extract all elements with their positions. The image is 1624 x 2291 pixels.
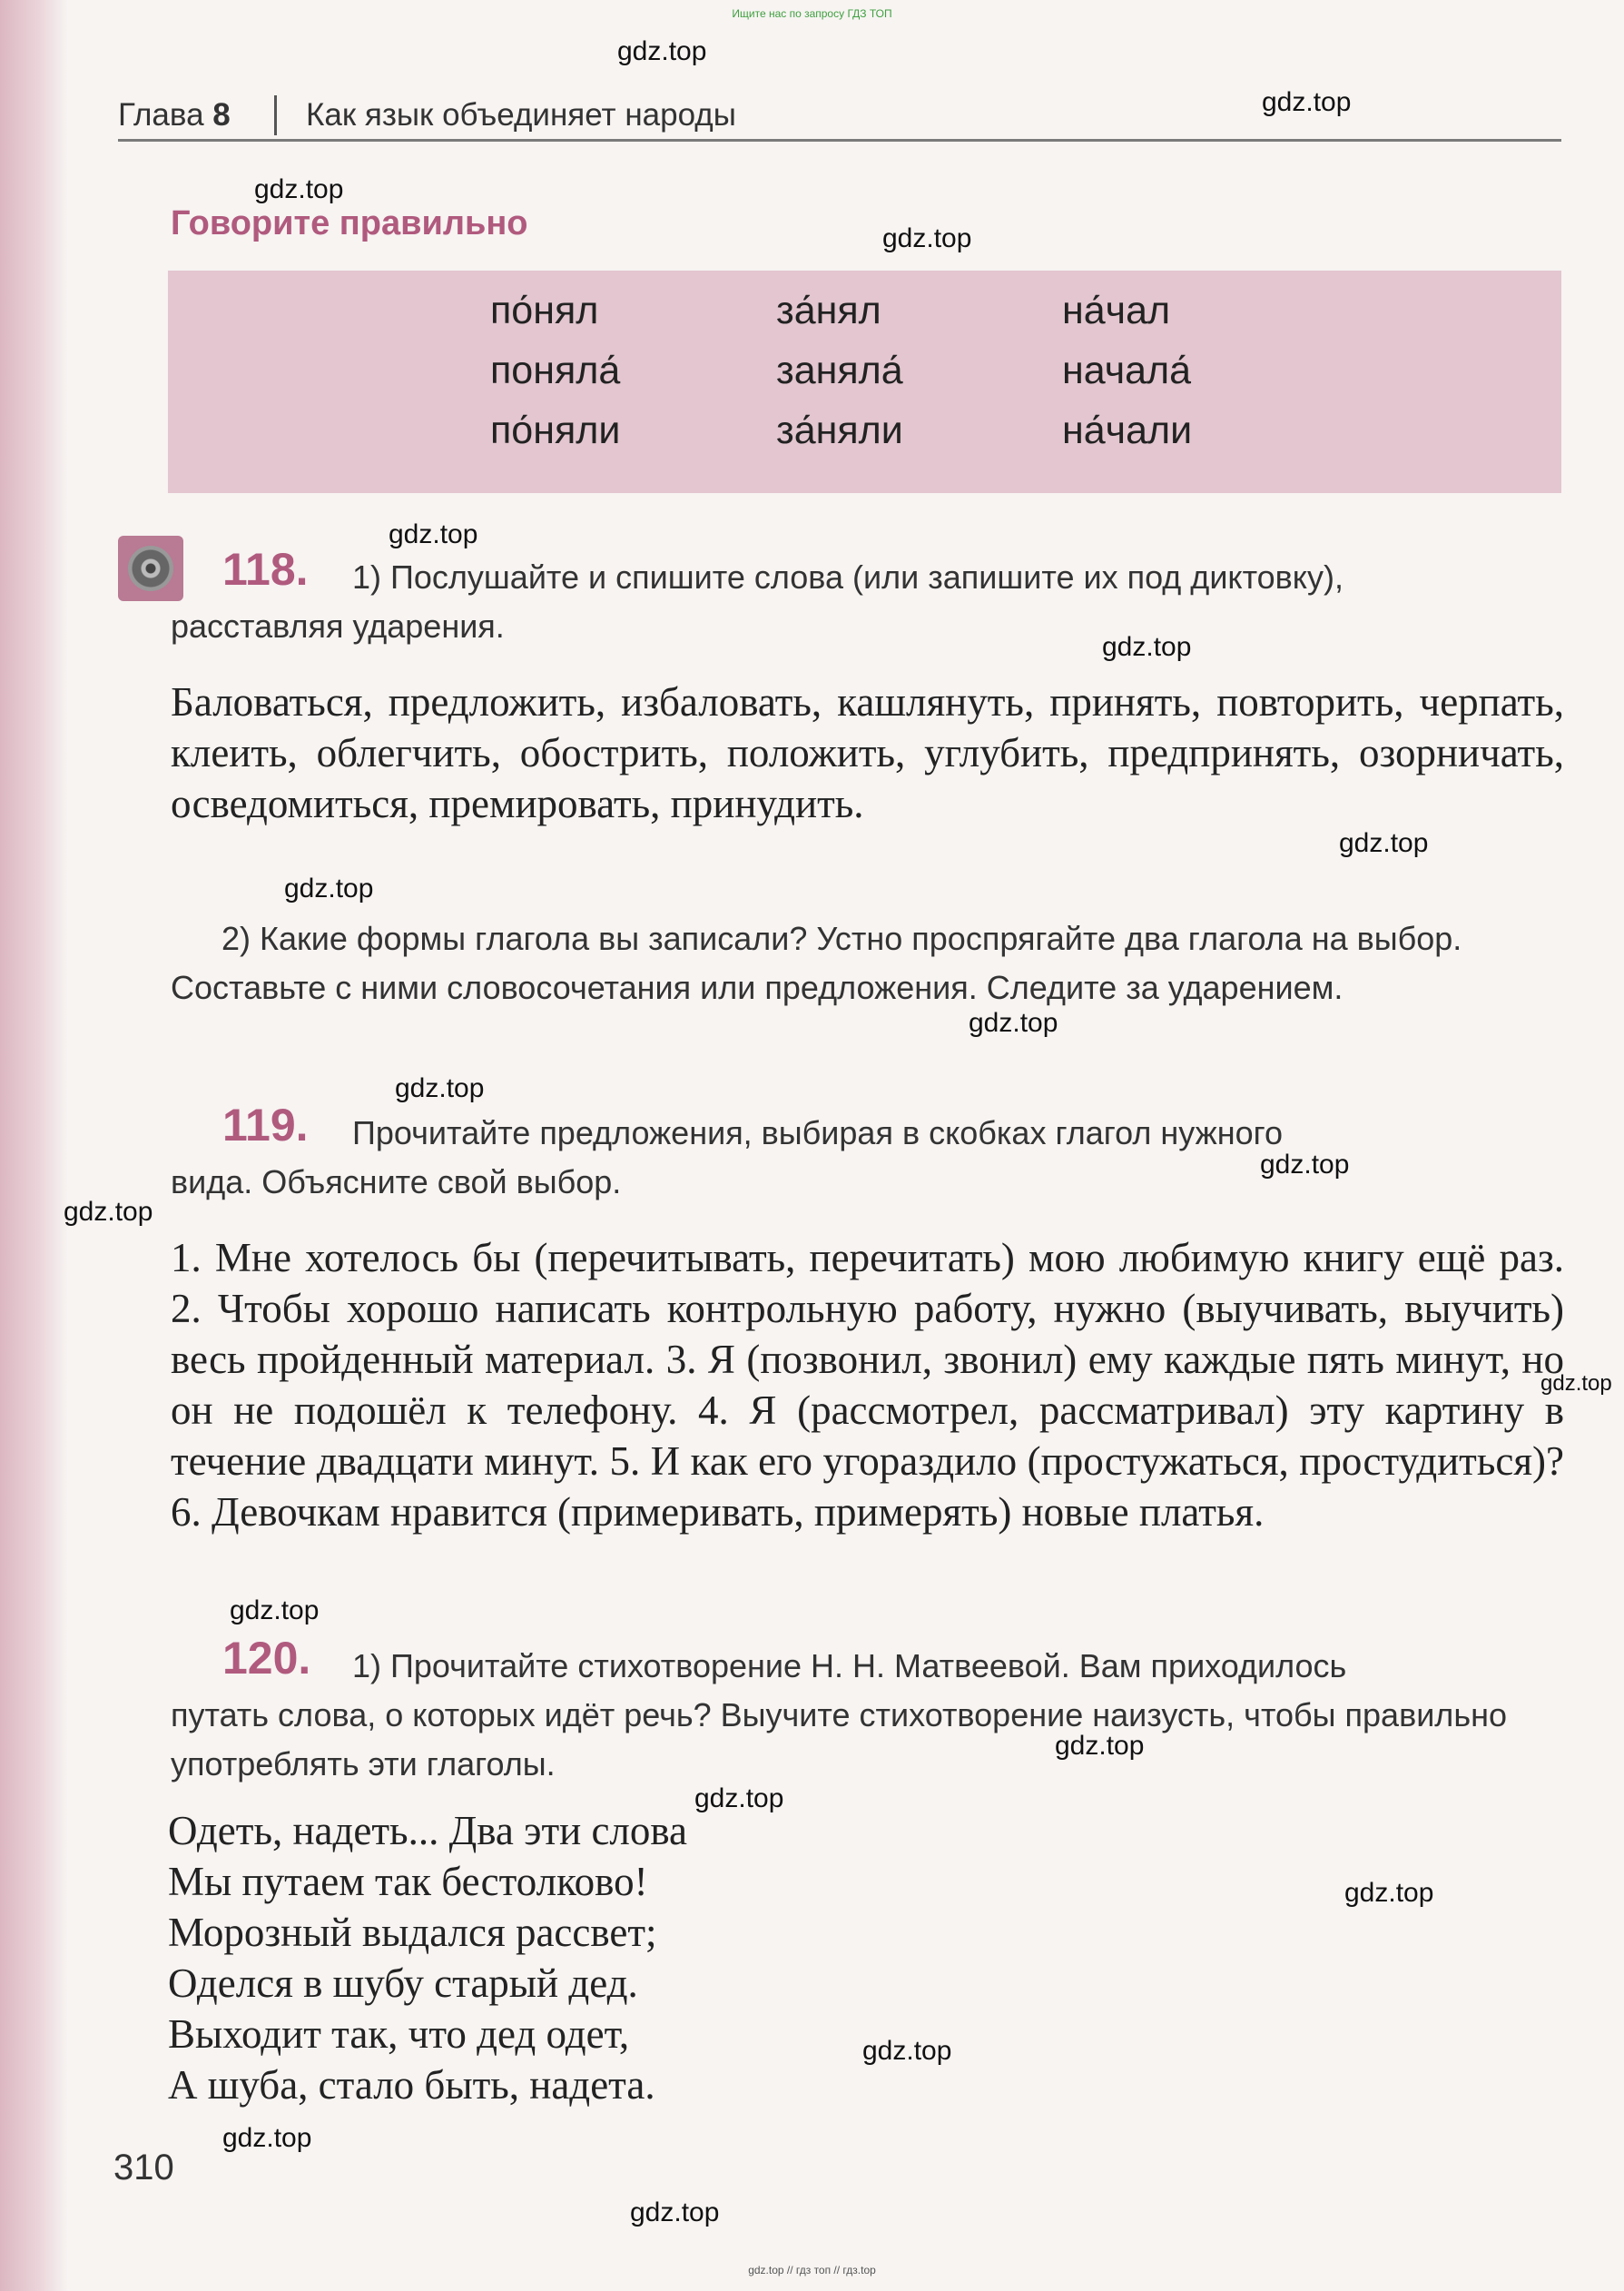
watermark: gdz.top: [862, 2036, 952, 2066]
watermark: gdz.top: [230, 1595, 320, 1625]
poem-line: Морозный выдался рассвет;: [168, 1910, 657, 1955]
pronunciation-word: по́няли: [490, 409, 621, 452]
watermark: gdz.top: [882, 223, 972, 253]
exercise-119-task-cont: вида. Объясните свой выбор.: [171, 1163, 622, 1200]
pronunciation-word: за́нял: [776, 289, 881, 332]
watermark: gdz.top: [630, 2197, 720, 2227]
top-note: Ищите нас по запросу ГДЗ ТОП: [732, 7, 892, 20]
watermark: gdz.top: [1262, 87, 1352, 117]
chapter-number: 8: [212, 97, 231, 133]
exercise-119-text: 1. Мне хотелось бы (перечитывать, перечитать) мою любимую книгу ещё раз. 2. Чтобы хорошо написать контрольную работу, нужно (выучивать, выучить) весь пройденный материал. 3. Я (позвонил, звонил) ему каждые пять минут, но он не подошёл к телефону. 4. Я (рассмотрел, рассматривал) эту картину в течение двадцати минут. 5. И как его угораздило (простужаться, простудиться)? 6. Девочкам нравится (примеривать, примерять) новые платья.: [171, 1235, 1564, 1535]
watermark: gdz.top: [694, 1783, 784, 1813]
poem-line: Выходит так, что дед одет,: [168, 2011, 630, 2057]
poem-line: Мы путаем так бестолково!: [168, 1859, 648, 1904]
watermark: gdz.top: [389, 519, 478, 549]
pronunciation-word: заняла́: [776, 349, 903, 392]
exercise-120-task-cont: путать слова, о которых идёт речь? Выучите стихотворение наизусть, чтобы правильно употреблять эти глаголы.: [171, 1696, 1507, 1782]
poem-line: А шуба, стало быть, надета.: [168, 2062, 655, 2108]
watermark: gdz.top: [254, 174, 344, 204]
watermark: gdz.top: [617, 36, 707, 66]
pronunciation-word: на́чал: [1062, 289, 1171, 332]
watermark: gdz.top: [1344, 1878, 1434, 1908]
page-number: 310: [113, 2148, 174, 2187]
bottom-note: gdz.top // гдз топ // гдз.top: [748, 2264, 876, 2276]
watermark: gdz.top: [1339, 828, 1429, 858]
watermark: gdz.top: [1260, 1150, 1350, 1180]
chapter-header: [118, 94, 1561, 142]
pronunciation-word: по́нял: [490, 289, 599, 332]
exercise-118-words: Баловаться, предложить, избаловать, кашлянуть, принять, повторить, черпать, клеить, облегчить, обострить, положить, углубить, предпринять, озорничать, осведомиться, премировать, принудить.: [171, 679, 1564, 826]
pronunciation-word: поняла́: [490, 349, 621, 392]
watermark: gdz.top: [1540, 1371, 1612, 1396]
exercise-120-number: 120.: [222, 1633, 311, 1684]
watermark: gdz.top: [395, 1073, 485, 1103]
pronunciation-box: [168, 271, 1561, 493]
poem-line: Одеть, надеть... Два эти слова: [168, 1808, 688, 1853]
watermark: gdz.top: [284, 874, 374, 904]
exercise-118-number: 118.: [222, 544, 309, 595]
exercise-118-task: 1) Послушайте и спишите слова (или запишите их под диктовку),: [352, 558, 1343, 596]
exercise-119-number: 119.: [222, 1100, 309, 1150]
exercise-120-task: 1) Прочитайте стихотворение Н. Н. Матвеевой. Вам приходилось: [352, 1647, 1347, 1684]
watermark: gdz.top: [64, 1197, 153, 1227]
pronunciation-word: на́чали: [1062, 409, 1193, 452]
pronunciation-word: начала́: [1062, 349, 1192, 392]
exercise-118-task-cont: расставляя ударения.: [171, 607, 505, 645]
chapter-label: Глава 8: [118, 97, 231, 133]
exercise-118-task-2: 2) Какие формы глагола вы записали? Устно проспрягайте два глагола на выбор. Составьте с ними словосочетания или предложения. Следите за ударением.: [171, 920, 1462, 1006]
watermark: gdz.top: [1055, 1731, 1145, 1761]
page-edge: [0, 0, 68, 2291]
audio-disc-icon: [118, 536, 183, 601]
watermark: gdz.top: [1102, 632, 1192, 662]
pronunciation-word: за́няли: [776, 409, 903, 452]
poem-line: Оделся в шубу старый дед.: [168, 1960, 638, 2006]
chapter-title: Как язык объединяет народы: [306, 97, 736, 133]
section-title: Говорите правильно: [171, 204, 528, 242]
watermark: gdz.top: [969, 1008, 1058, 1038]
watermark: gdz.top: [222, 2123, 312, 2153]
header-divider: [274, 95, 277, 135]
exercise-119-task: Прочитайте предложения, выбирая в скобках глагол нужного: [352, 1114, 1284, 1151]
